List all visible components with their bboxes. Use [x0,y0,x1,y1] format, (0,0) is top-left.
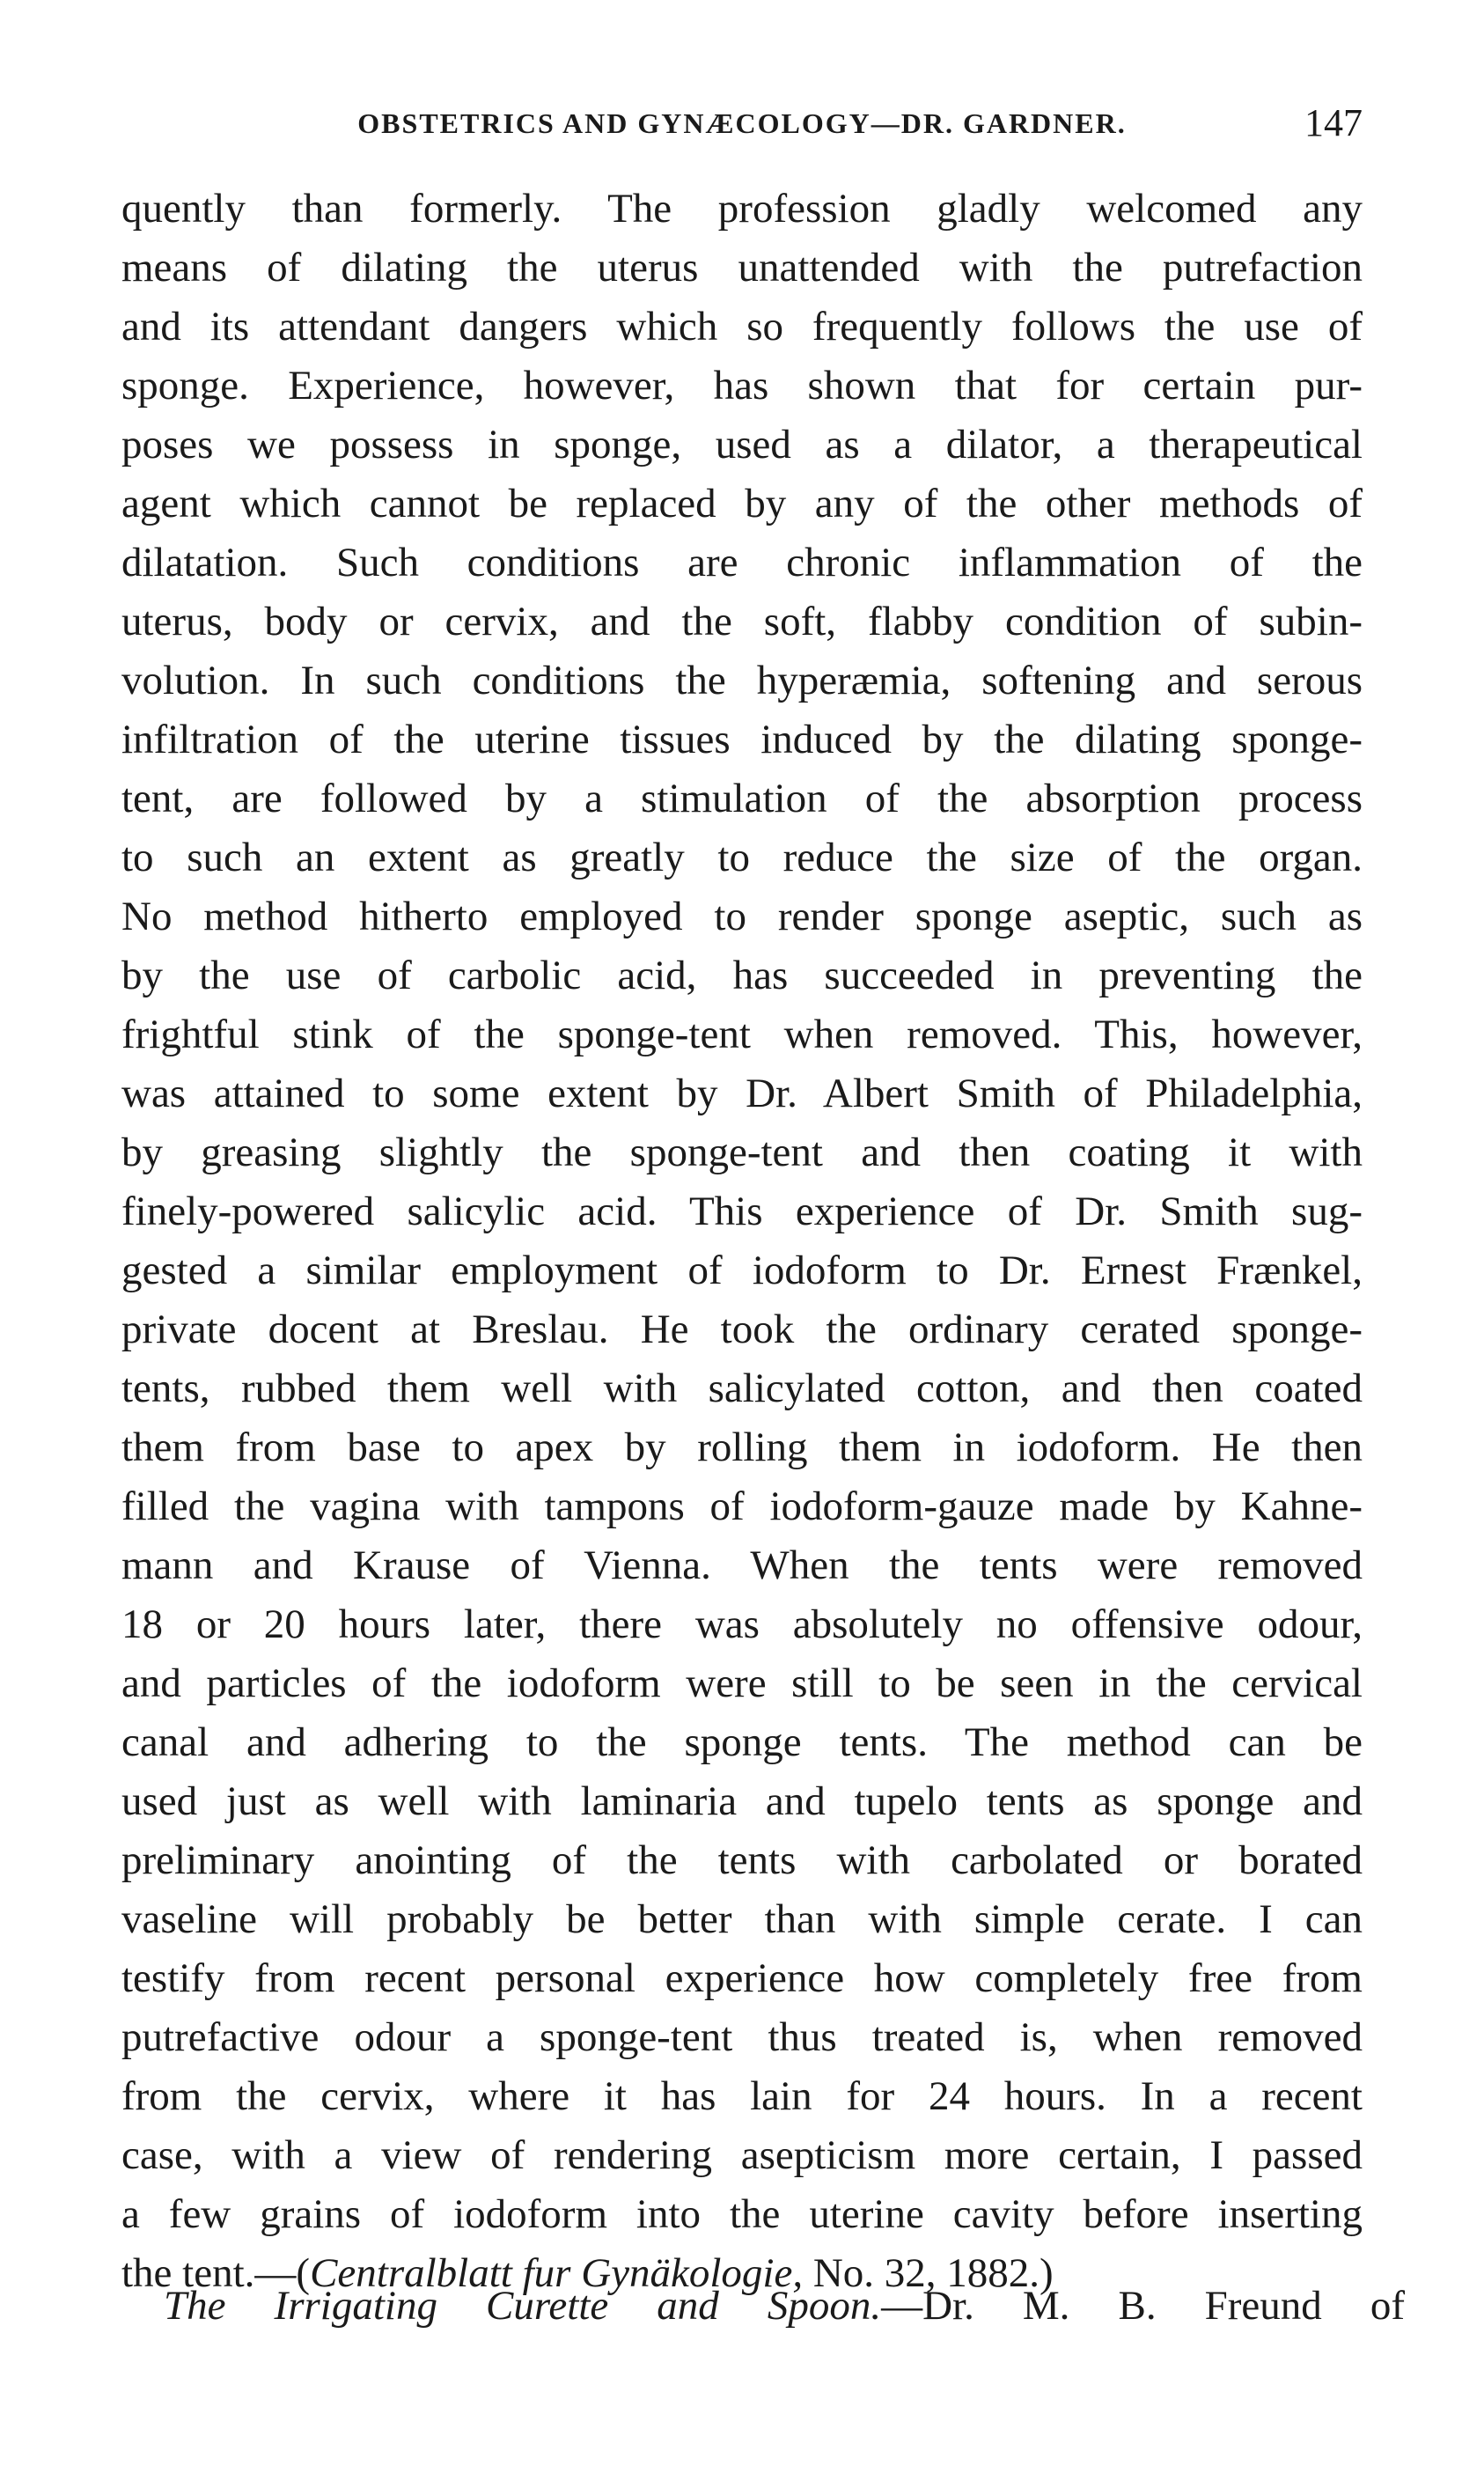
body-line: used just as well with laminaria and tupelo tents as sponge and [121,1778,1363,1824]
body-line: dilatation. Such conditions are chronic inflammation of the [121,540,1363,585]
body-line: canal and adhering to the sponge tents. The method can be [121,1719,1363,1765]
next-section-heading [121,2277,1405,2336]
page-number: 147 [1304,101,1363,144]
body-line-last: the tent.—(Centralblatt fur Gynäkologie, No. 32, 1882.) [121,2250,1054,2296]
body-line: filled the vagina with tampons of iodoform-gauze made by Kahne- [121,1483,1363,1529]
body-line: tent, are followed by a stimulation of the absorption process [121,776,1363,821]
running-title: OBSTETRICS AND GYNÆCOLOGY—DR. GARDNER. [357,107,1127,139]
body-line: by the use of carbolic acid, has succeeded in preventing the [121,953,1363,998]
body-line: sponge. Experience, however, has shown that for certain pur- [121,363,1363,409]
body-line: private docent at Breslau. He took the ordinary cerated sponge- [121,1307,1363,1352]
body-line: mann and Krause of Vienna. When the tents were removed [121,1542,1363,1588]
body-line: a few grains of iodoform into the uterine cavity before inserting [121,2191,1363,2237]
body-line: by greasing slightly the sponge-tent and then coating it with [121,1130,1363,1175]
section-text: —Dr. M. B. Freund of [881,2283,1405,2329]
body-line: volution. In such conditions the hyperæmia, softening and serous [121,658,1363,703]
section-title: The Irrigating Curette and Spoon. [164,2283,882,2329]
body-line: quently than formerly. The profession gladly welcomed any [121,186,1363,232]
body-line: 18 or 20 hours later, there was absolutely no offensive odour, [121,1601,1363,1647]
body-line: preliminary anointing of the tents with carbolated or borated [121,1837,1363,1883]
body-line: putrefactive odour a sponge-tent thus treated is, when removed [121,2014,1363,2060]
body-line: was attained to some extent by Dr. Albert Smith of Philadelphia, [121,1071,1363,1116]
body-line: uterus, body or cervix, and the soft, flabby condition of subin- [121,599,1363,644]
body-line: No method hitherto employed to render sponge aseptic, such as [121,894,1363,939]
body-line: from the cervix, where it has lain for 24 hours. In a recent [121,2073,1363,2119]
body-line: and its attendant dangers which so frequently follows the use of [121,304,1363,350]
body-line: testify from recent personal experience how completely free from [121,1955,1363,2001]
running-head [121,97,1363,150]
body-line: and particles of the iodoform were still to be seen in the cervical [121,1660,1363,1706]
body-line: agent which cannot be replaced by any of the other methods of [121,481,1363,526]
citation-journal: Centralblatt fur Gynäkologie, [310,2250,804,2296]
body-line: finely-powered salicylic acid. This experience of Dr. Smith sug- [121,1189,1363,1234]
body-text [121,180,1363,2303]
body-line: poses we possess in sponge, used as a dilator, a therapeutical [121,422,1363,467]
body-line: to such an extent as greatly to reduce the size of the organ. [121,835,1363,880]
body-line: gested a similar employment of iodoform to Dr. Ernest Frænkel, [121,1248,1363,1293]
body-line: frightful stink of the sponge-tent when removed. This, however, [121,1012,1363,1057]
body-line: infiltration of the uterine tissues induced by the dilating sponge- [121,717,1363,762]
body-line: case, with a view of rendering asepticism more certain, I passed [121,2132,1363,2178]
body-line: them from base to apex by rolling them in iodoform. He then [121,1424,1363,1470]
body-line: means of dilating the uterus unattended with the putrefaction [121,245,1363,291]
body-line: vaseline will probably be better than with simple cerate. I can [121,1896,1363,1942]
body-line: tents, rubbed them well with salicylated cotton, and then coated [121,1365,1363,1411]
